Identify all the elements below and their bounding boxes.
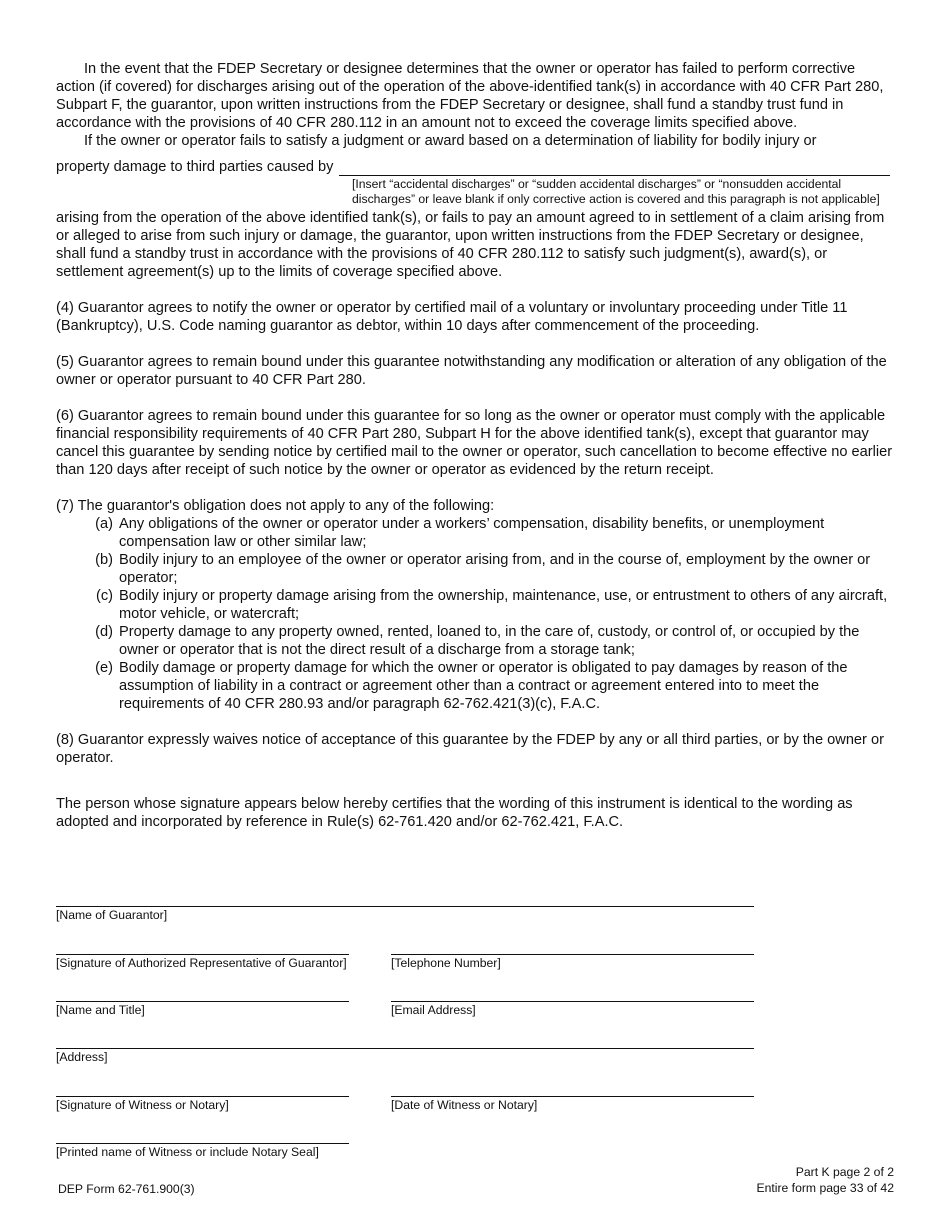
list-item — [56, 623, 896, 659]
name-title-field[interactable]: [Name and Title] — [56, 1001, 349, 1018]
exclusions-list — [56, 515, 896, 713]
page-numbering — [756, 1164, 894, 1196]
list-item-label: (d) — [95, 624, 113, 640]
paragraph-5: (5) Guarantor agrees to remain bound under this guarantee notwithstanding any modification or alteration of any obligation of the owner or operator pursuant to 40 CFR Part 280. — [56, 354, 887, 388]
list-item — [56, 515, 896, 551]
paragraph-corrective-action: In the event that the FDEP Secretary or designee determines that the owner or operator has failed to perform corrective action (if covered) for discharges arising out of the operation of the above-identified tank(s) in accordance with 40 CFR Part 280, Subpart F, the guarantor, upon written instructions from the FDEP Secretary or designee, shall fund a standby trust fund in accordance with the provisions of 40 CFR 280.112 in an amount not to exceed the coverage limits specified above. — [56, 61, 884, 131]
printed-witness-field[interactable]: [Printed name of Witness or include Notary Seal] — [56, 1143, 349, 1160]
list-item-text: Bodily damage or property damage for which the owner or operator is obligated to pay damages by reason of the assumption of liability in a contract or agreement other than a contract or agreement entered into to meet the requirements of 40 CFR 280.93 and/or paragraph 62-762.421(3)(c), F.A.C. — [119, 660, 848, 712]
list-item — [56, 587, 896, 623]
paragraph-judgment-intro: If the owner or operator fails to satisfy a judgment or award based on a determination of liability for bodily injury or — [84, 133, 817, 149]
part-page-number: Part K page 2 of 2 — [795, 1165, 894, 1179]
paragraph-8: (8) Guarantor expressly waives notice of acceptance of this guarantee by the FDEP by any or all third parties, or by the owner or operator. — [56, 732, 884, 766]
paragraph-4: (4) Guarantor agrees to notify the owner or operator by certified mail of a voluntary or involuntary proceeding under Title 11 (Bankruptcy), U.S. Code naming guarantor as debtor, within 10 days after commencement of the proceeding. — [56, 300, 848, 334]
discharge-type-blank[interactable] — [339, 159, 890, 176]
authorized-signature-field[interactable]: [Signature of Authorized Representative of Guarantor] — [56, 954, 349, 971]
list-item-text: Any obligations of the owner or operator under a workers’ compensation, disability benefits, or unemployment compensation law or other similar law; — [119, 516, 825, 550]
discharge-type-instruction: [Insert “accidental discharges” or “sudden accidental discharges” or “nonsudden accidental discharges” or leave blank if only corrective action is covered and this paragraph is not applicable] — [352, 177, 880, 206]
list-item-label: (b) — [95, 552, 113, 568]
list-item-label: (a) — [95, 516, 113, 532]
address-field[interactable]: [Address] — [56, 1048, 754, 1065]
list-item-label: (c) — [95, 588, 113, 604]
email-field[interactable]: [Email Address] — [391, 1001, 754, 1018]
list-item-label: (e) — [95, 660, 113, 676]
form-page-number: Entire form page 33 of 42 — [756, 1181, 894, 1195]
fill-lead-text: property damage to third parties caused by — [56, 159, 334, 175]
telephone-field[interactable]: [Telephone Number] — [391, 954, 754, 971]
document-body — [56, 60, 896, 831]
witness-signature-field[interactable]: [Signature of Witness or Notary] — [56, 1096, 349, 1113]
list-item-text: Property damage to any property owned, rented, loaned to, in the care of, custody, or control of, or occupied by the owner or operator that is not the direct result of a discharge from a storage tank; — [119, 624, 860, 658]
certification-paragraph: The person whose signature appears below hereby certifies that the wording of this instrument is identical to the wording as adopted and incorporated by reference in Rule(s) 62-761.420 and/or 62-762.421, F.A.C. — [56, 796, 853, 830]
list-item-text: Bodily injury to an employee of the owner or operator arising from, and in the course of, employment by the owner or operator; — [119, 552, 871, 586]
paragraph-7-intro: (7) The guarantor's obligation does not apply to any of the following: — [56, 498, 495, 514]
list-item-text: Bodily injury or property damage arising from the ownership, maintenance, use, or entrustment to others of any aircraft, motor vehicle, or watercraft; — [119, 588, 888, 622]
paragraph-judgment-rest: arising from the operation of the above identified tank(s), or fails to pay an amount agreed to in settlement of a claim arising from or alleged to arise from such injury or damage, the guarantor, upon written instructions from the FDEP Secretary or designee, shall fund a standby trust in accordance with the provisions of 40 CFR 280.112 to satisfy such judgment(s), award(s), or settlement agreement(s) up to the limits of coverage specified above. — [56, 210, 885, 280]
discharge-type-fill-row — [56, 158, 896, 176]
paragraph-6: (6) Guarantor agrees to remain bound under this guarantee for so long as the owner or operator must comply with the applicable financial responsibility requirements of 40 CFR Part 280, Subpart H for the above identified tank(s), except that guarantor may cancel this guarantee by sending notice by certified mail to the owner or operator, such cancellation to become effective no earlier than 120 days after receipt of such notice by the owner or operator as evidenced by the return receipt. — [56, 408, 893, 478]
list-item — [56, 659, 896, 713]
list-item — [56, 551, 896, 587]
guarantor-name-field[interactable]: [Name of Guarantor] — [56, 906, 754, 923]
witness-date-field[interactable]: [Date of Witness or Notary] — [391, 1096, 754, 1113]
form-id: DEP Form 62-761.900(3) — [58, 1182, 195, 1196]
